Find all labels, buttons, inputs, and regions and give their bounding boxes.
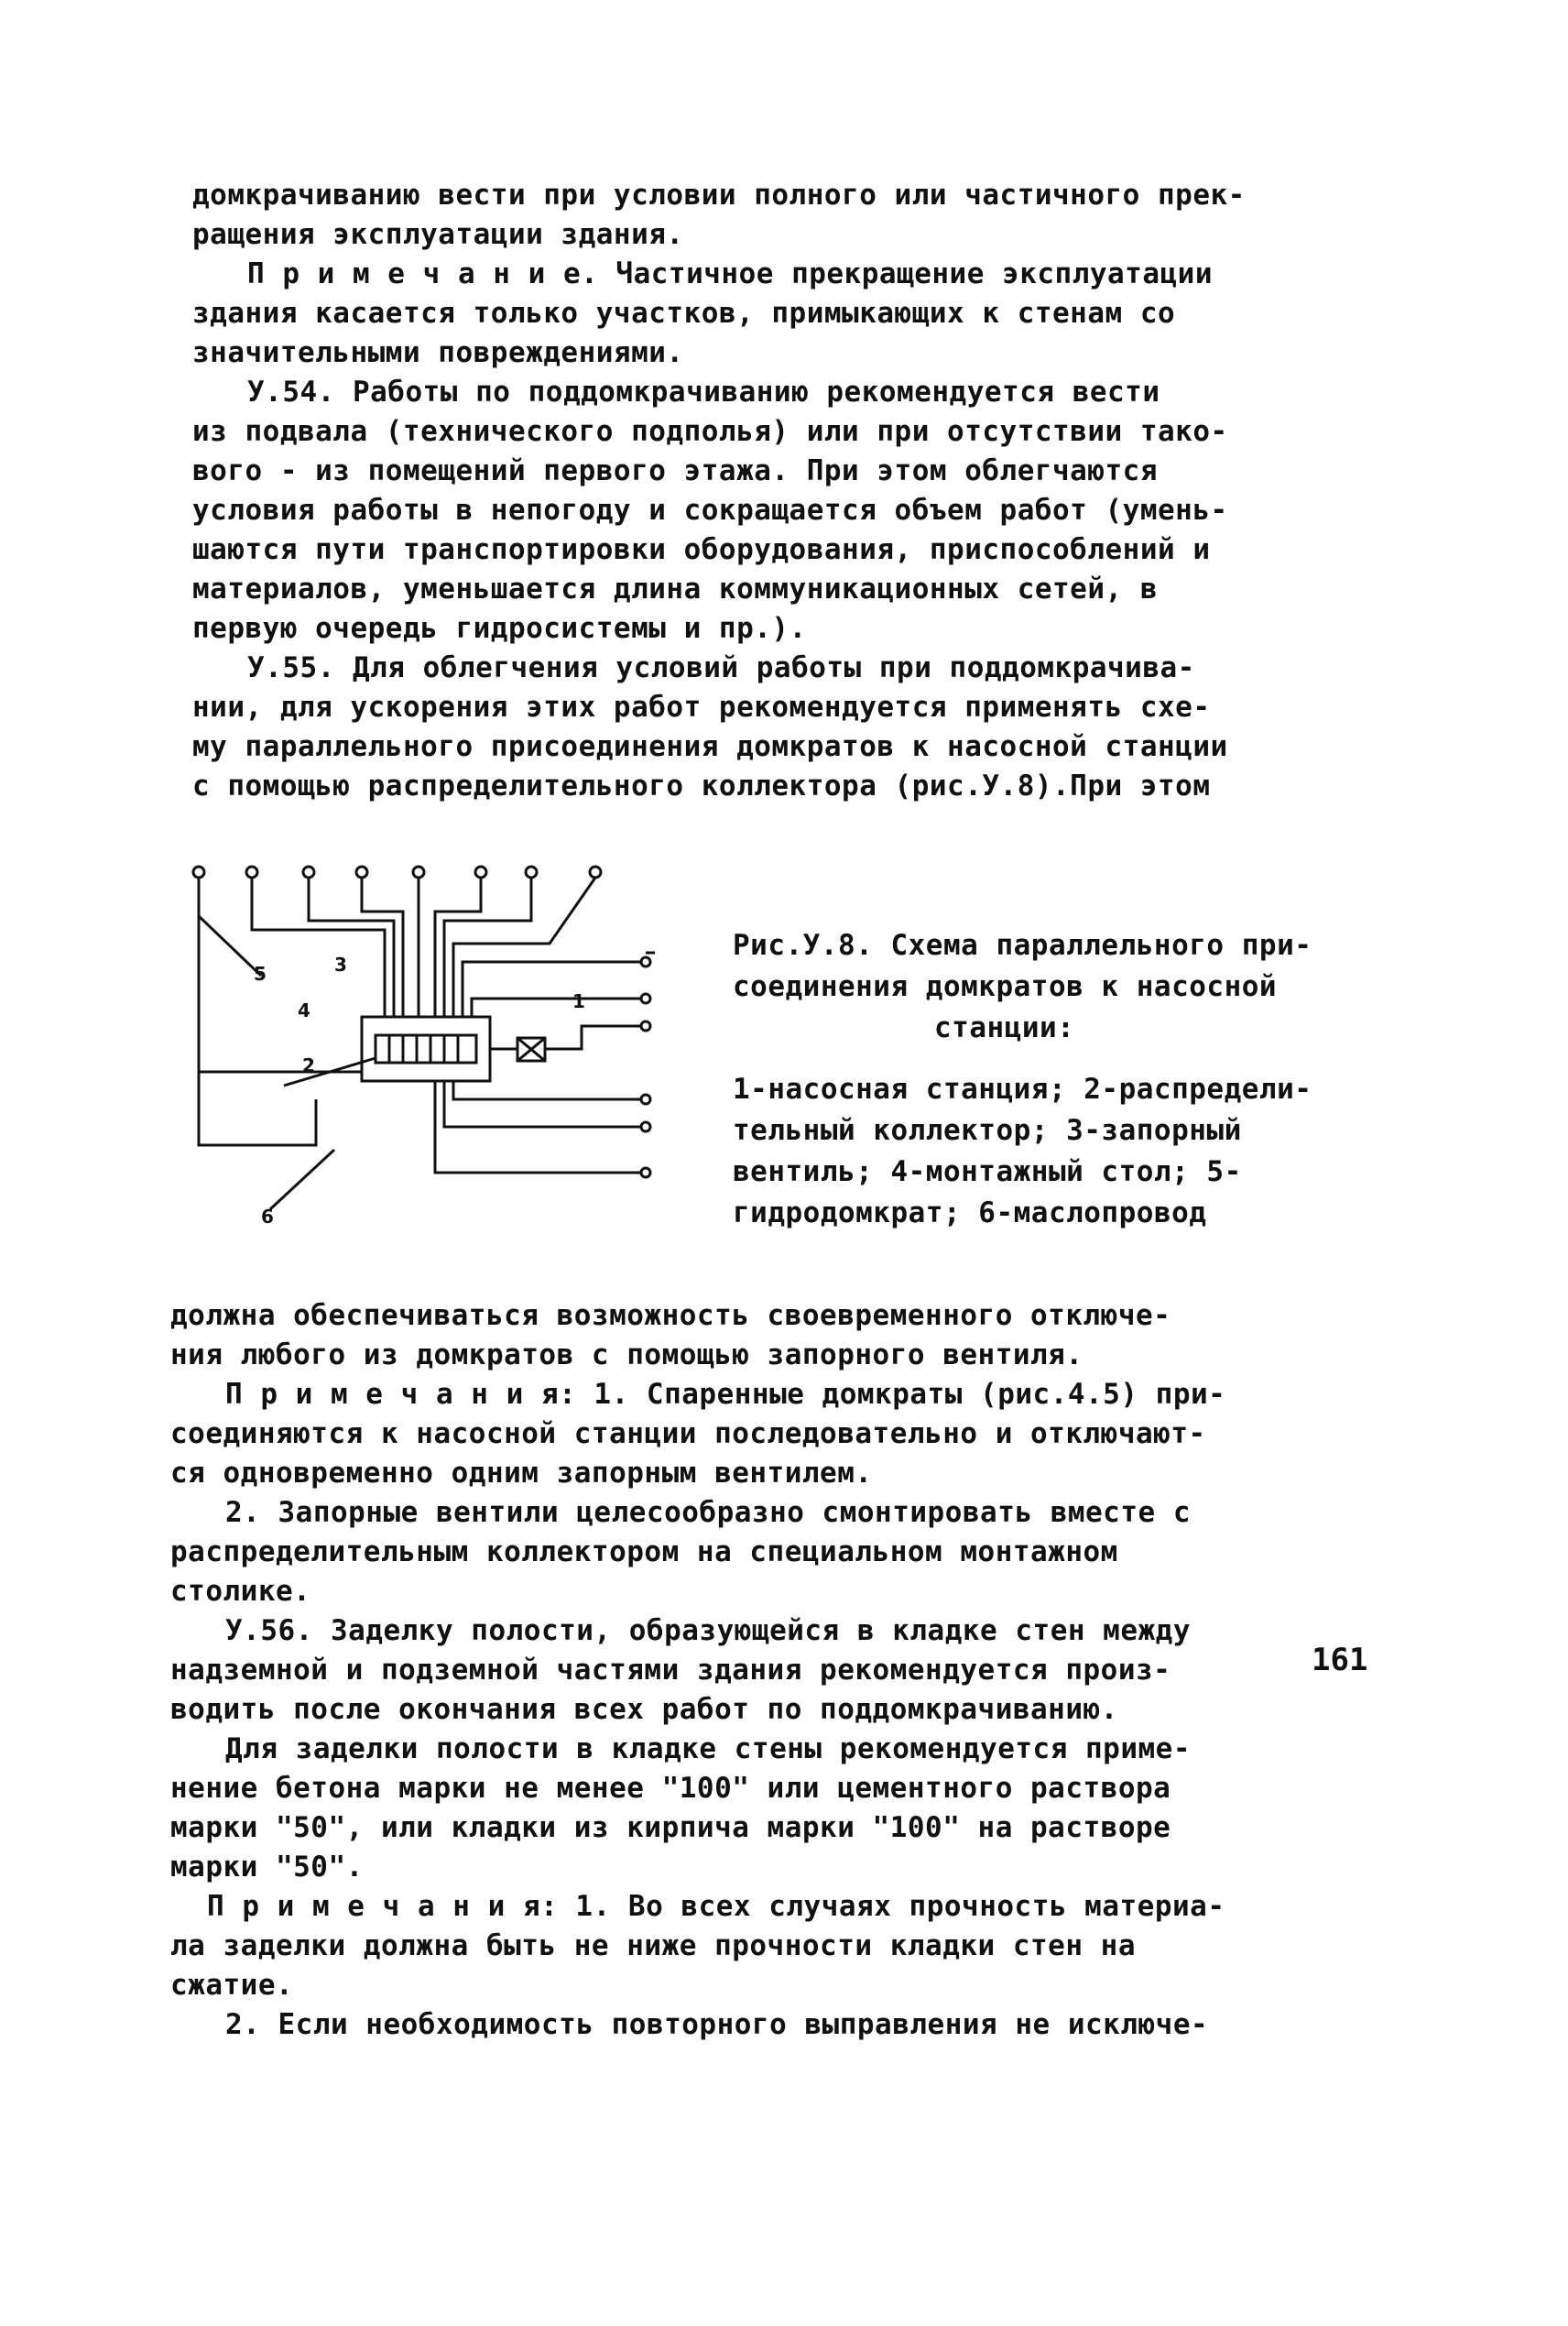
pipe-line [199, 1072, 316, 1145]
text-line: сжатие. [170, 1969, 294, 2002]
caption-title-line: станции: [934, 1011, 1075, 1044]
schematic-figure [179, 861, 710, 1246]
note-heading: П р и м е ч а н и я: 1. Спаренные домкраты (рис.4.5) при- [225, 1378, 1226, 1411]
text-line: первую очередь гидросистемы и пр.). [192, 612, 807, 645]
pipe-line [252, 878, 385, 1017]
label-1: 1 [572, 990, 585, 1012]
note-heading: П р и м е ч а н и е. Частичное прекращение эксплуатации [247, 257, 1213, 290]
label-2: 2 [302, 1054, 315, 1076]
text-line: ся одновременно одним запорным вентилем. [170, 1457, 873, 1490]
text-line: марки "50", или кладки из кирпича марки "100" на растворе [170, 1811, 1171, 1844]
pipe-line [444, 878, 531, 1017]
text-line: марки "50". [170, 1851, 364, 1884]
caption-title-line: соединения домкратов к насосной [733, 970, 1278, 1003]
text-line: ла заделки должна быть не ниже прочности кладки стен на [170, 1929, 1136, 1962]
text-line: из подвала (технического подполья) или при отсутствии тако- [192, 415, 1228, 448]
text-line: вого - из помещений первого этажа. При этом облегчаются [192, 454, 1158, 487]
legend-line: гидродомкрат; 6-маслопровод [733, 1196, 1207, 1229]
text-line: шаются пути транспортировки оборудования, приспособлений и [192, 533, 1211, 566]
note-heading: П р и м е ч а н и я: 1. Во всех случаях прочность материа- [207, 1890, 1225, 1923]
text-line: распределительным коллектором на специальном монтажном [170, 1535, 1118, 1568]
text-line: водить после окончания всех работ по поддомкрачиванию. [170, 1693, 1118, 1726]
label-4: 4 [298, 999, 310, 1021]
text-line: му параллельного присоединения домкратов к насосной станции [192, 730, 1228, 763]
text-line: значительными повреждениями. [192, 336, 684, 369]
caption-title-line: Рис.У.8. Схема параллельного при- [733, 929, 1312, 962]
text-line: домкрачиванию вести при условии полного или частичного прек- [192, 179, 1246, 212]
label-5: 5 [254, 963, 267, 985]
jack-connection-diagram [179, 861, 710, 1246]
text-line: должна обеспечиваться возможность своевременного отключе- [170, 1299, 1171, 1332]
legend-line: тельный коллектор; 3-запорный [733, 1114, 1242, 1147]
text-line: Для заделки полости в кладке стены рекомендуется приме- [225, 1732, 1191, 1765]
section-u55: У.55. Для облегчения условий работы при поддомкрачива- [247, 651, 1195, 684]
text-line: надземной и подземной частями здания рекомендуется произ- [170, 1654, 1171, 1687]
text-line: здания касается только участков, примыкающих к стенам со [192, 297, 1176, 330]
mounting-table [362, 1017, 490, 1081]
pipe-line [472, 999, 641, 1017]
pipe-line [309, 878, 394, 1017]
text-block-top [192, 176, 1420, 806]
text-line: условия работы в непогоду и сокращается объем работ (умень- [192, 494, 1228, 527]
pipe-line [362, 878, 403, 1017]
label-3: 3 [334, 954, 347, 976]
section-u56: У.56. Заделку полости, образующейся в кладке стен между [225, 1614, 1191, 1647]
text-line: столике. [170, 1575, 311, 1608]
legend-line: 1-насосная станция; 2-распредели- [733, 1073, 1312, 1106]
pipe-line [453, 1081, 641, 1099]
pipe-line [444, 1081, 641, 1127]
text-line: с помощью распределительного коллектора (рис.У.8).При этом [192, 770, 1211, 803]
label-6: 6 [261, 1206, 274, 1228]
figure-caption [733, 925, 1429, 1234]
text-line: 2. Если необходимость повторного выправления не исключе- [225, 2008, 1209, 2041]
text-line: нение бетона марки не менее "100" или цементного раствора [170, 1772, 1171, 1805]
text-line: нии, для ускорения этих работ рекомендуется применять схе- [192, 691, 1211, 724]
text-block-bottom [170, 1296, 1398, 2045]
page-number: 161 [1312, 1642, 1368, 1678]
text-line: материалов, уменьшается длина коммуникационных сетей, в [192, 573, 1158, 606]
text-line: ния любого из домкратов с помощью запорного вентиля. [170, 1338, 1083, 1371]
text-line: ращения эксплуатации здания. [192, 218, 684, 251]
pipe-line [435, 878, 481, 1017]
text-line: 2. Запорные вентили целесообразно смонтировать вместе с [225, 1496, 1191, 1529]
pipe-line [463, 962, 641, 1017]
section-u54: У.54. Работы по поддомкрачиванию рекомендуется вести [247, 376, 1160, 409]
legend-line: вентиль; 4-монтажный стол; 5- [733, 1155, 1242, 1188]
jack-row [193, 867, 601, 878]
text-line: соединяются к насосной станции последовательно и отключают- [170, 1417, 1206, 1450]
pipe-line [199, 878, 224, 1072]
